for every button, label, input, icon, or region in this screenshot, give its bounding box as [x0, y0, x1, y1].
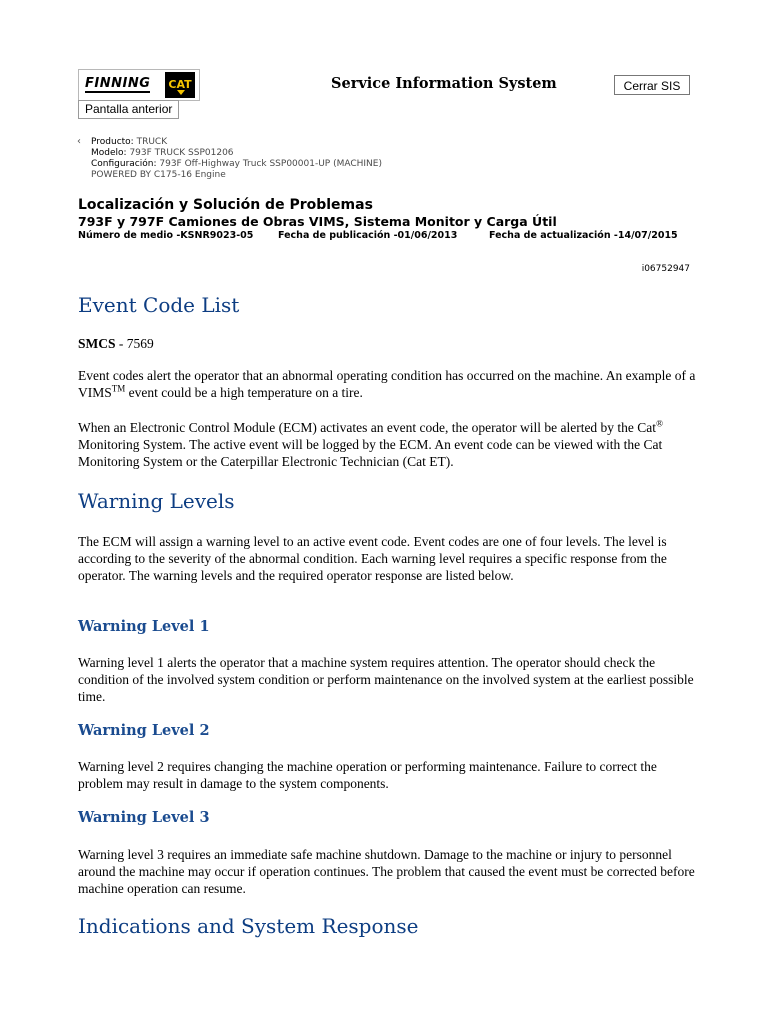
smcs-code [78, 336, 154, 352]
smcs-value: - 7569 [115, 336, 154, 351]
previous-screen-button[interactable]: Pantalla anterior [78, 100, 179, 119]
article-title: Event Code List [78, 293, 240, 317]
paragraph-ecm: When an Electronic Control Module (ECM) activates an event code, the operator will be alerted by the Cat® Monitoring System. The active event will be logged by the ECM. An event code can be viewed with the Cat Monitoring System or the Caterpillar Electronic Technician (Cat ET). [78, 418, 663, 469]
finning-cat-logo [78, 69, 200, 101]
subsection-title-warning-level-2: Warning Level 2 [78, 722, 210, 739]
trademark-mark: TM [111, 383, 126, 394]
paragraph-warning-level-3: Warning level 3 requires an immediate safe machine shutdown. Damage to the machine or injury to personnel around the machine may occur if operation continues. The problem that caused the event must be corrected before machine operation can resume. [78, 847, 695, 896]
document-title: Localización y Solución de Problemas [78, 197, 373, 213]
back-arrow-icon[interactable]: ‹ [77, 136, 81, 147]
model-row [79, 148, 382, 159]
cat-logo-badge: CAT [165, 72, 195, 98]
subsection-title-warning-level-3: Warning Level 3 [78, 809, 210, 826]
update-date: Fecha de actualización -14/07/2015 [489, 230, 678, 241]
paragraph-event-codes: Event codes alert the operator that an abnormal operating condition has occurred on the machine. An example of a VIMS™ event could be a high temperature on a tire. [78, 368, 696, 400]
paragraph-warning-level-2: Warning level 2 requires changing the machine operation or performing maintenance. Failure to correct the problem may result in damage to the system components. [78, 759, 657, 791]
engine-line: POWERED BY C175-16 Engine [91, 170, 226, 180]
configuration-value: 793F Off-Highway Truck SSP00001-UP (MACHINE) [159, 159, 382, 169]
product-label: Producto: [91, 137, 134, 147]
section-title-indications: Indications and System Response [78, 914, 419, 938]
subsection-title-warning-level-1: Warning Level 1 [78, 618, 210, 635]
paragraph-warning-levels: The ECM will assign a warning level to an active event code. Event codes are one of four levels. The level is according to the severity of the abnormal condition. Each warning level requires a specific response from the operator. The warning levels and the required operator response are listed below. [78, 534, 667, 583]
system-title: Service Information System [331, 75, 557, 92]
publication-date: Fecha de publicación -01/06/2013 [278, 230, 458, 241]
configuration-label: Configuración: [91, 159, 157, 169]
product-info [79, 137, 382, 181]
paragraph-warning-level-1: Warning level 1 alerts the operator that a machine system requires attention. The operator should check the condition of the involved system condition or perform maintenance on the involved system at the earliest possible time. [78, 655, 694, 704]
configuration-row [79, 159, 382, 170]
reference-id: i06752947 [641, 264, 690, 274]
finning-logo-text: FINNING [85, 76, 151, 91]
section-title-warning-levels: Warning Levels [78, 489, 235, 513]
model-value: 793F TRUCK SSP01206 [129, 148, 234, 158]
product-value: TRUCK [136, 137, 168, 147]
registered-mark: ® [656, 418, 663, 429]
close-sis-button[interactable]: Cerrar SIS [614, 75, 690, 95]
document-subtitle: 793F y 797F Camiones de Obras VIMS, Sistema Monitor y Carga Útil [78, 214, 557, 229]
model-label: Modelo: [91, 148, 127, 158]
media-number: Número de medio -KSNR9023-05 [78, 230, 254, 241]
product-row [79, 137, 382, 148]
smcs-label: SMCS [78, 336, 116, 351]
